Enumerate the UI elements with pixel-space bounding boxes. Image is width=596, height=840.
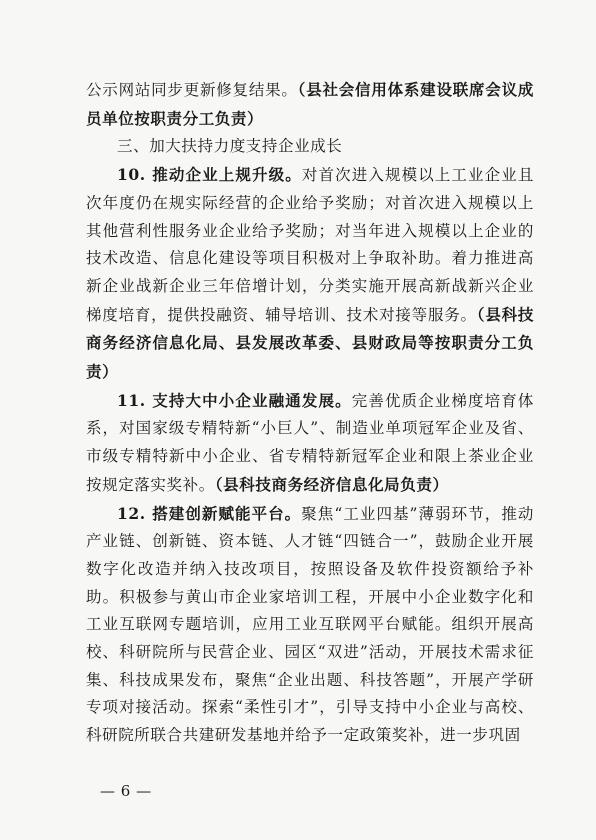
- bold-text: 11. 支持大中小企业融通发展。: [117, 390, 352, 410]
- paragraph-cont: [86, 76, 534, 133]
- bold-text: （县科技商务经济信息化局、县发展改革委、县财政局等按职责分工负责）: [86, 304, 534, 382]
- bold-text: （县社会信用体系建设联席会议成员单位按职责分工负责）: [86, 80, 534, 128]
- body-text: 对首次进入规模以上工业企业且次年度仍在规实际经营的企业给予奖励；对首次进入规模以上其他营利性服务业企业给予奖励；对当年进入规模以上企业的技术改造、信息化建设等项目积极对上争取补助。着力推进高新企业战新企业三年倍增计划，分类实施开展高新战新兴企业梯度培育，提供投融资、辅导培训、技术对接等服务。: [86, 166, 534, 324]
- paragraph-12: [86, 500, 534, 750]
- document-body: [86, 76, 534, 750]
- body-text: 聚焦“工业四基”薄弱环节，推动产业链、创新链、资本链、人才链“四链合一”，鼓励企业开展数字化改造并纳入技改项目，按照设备及软件投资额给予补助。积极参与黄山市企业家培训工程，开展中小企业数字化和工业互联网专题培训，应用工业互联网平台赋能。组织开展高校、科研院所与民营企业、园区“双进”活动，开展技术需求征集、科技成果发布，聚焦“企业出题、科技答题”，开展产学研专项对接活动。探索“柔性引才”，引导支持中小企业与高校、科研院所联合共建研发基地并给予一定政策奖补，进一步巩固: [86, 504, 534, 745]
- body-text: 完善优质企业梯度培育体系，对国家级专精特新“小巨人”、制造业单项冠军企业及省、市级专精特新中小企业、省专精特新冠军企业和限上茶业企业按规定落实奖补。: [86, 391, 534, 494]
- paragraph-11: [86, 387, 534, 500]
- page-number: — 6 —: [100, 782, 152, 800]
- bold-text: 12. 搭建创新赋能平台。: [117, 503, 302, 523]
- paragraph-10: [86, 161, 534, 387]
- body-text: 三、加大扶持力度支持企业成长: [117, 137, 343, 156]
- bold-text: （县科技商务经济信息化局负责）: [214, 474, 449, 494]
- body-text: 公示网站同步更新修复结果。: [86, 81, 298, 99]
- bold-text: 10. 推动企业上规升级。: [117, 165, 302, 185]
- paragraph-heading: [86, 133, 534, 161]
